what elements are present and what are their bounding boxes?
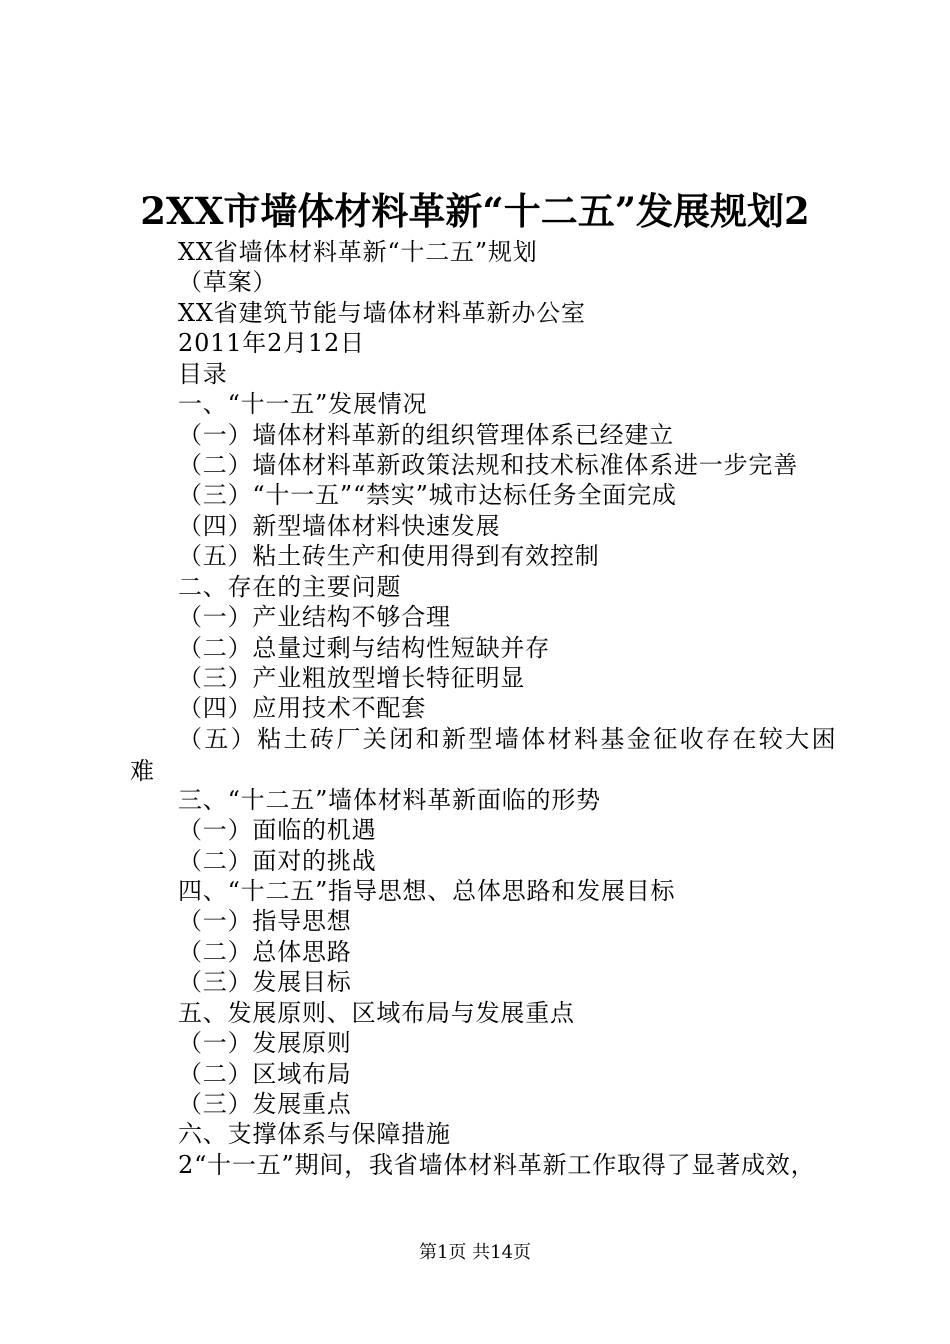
text-line: （草案） xyxy=(178,268,278,296)
toc-heading: 五、发展原则、区域布局与发展重点 xyxy=(178,999,575,1027)
text-line: XX省建筑节能与墙体材料革新办公室 xyxy=(178,299,586,327)
toc-heading: 二、存在的主要问题 xyxy=(178,573,402,601)
toc-item: （三）发展目标 xyxy=(178,968,352,996)
toc-item: （三）产业粗放型增长特征明显 xyxy=(178,664,526,692)
toc-item-continuation: 难 xyxy=(130,757,155,785)
page-footer: 第1页 共14页 xyxy=(418,1242,532,1263)
text-line: 目录 xyxy=(178,360,228,388)
body-paragraph: 2“十一五”期间，我省墙体材料革新工作取得了显著成效， xyxy=(178,1151,816,1179)
toc-item: （五）粘土砖厂关闭和新型墙体材料基金征收存在较大困 xyxy=(178,725,838,753)
toc-heading: 三、“十二五”墙体材料革新面临的形势 xyxy=(178,786,601,814)
toc-item: （一）墙体材料革新的组织管理体系已经建立 xyxy=(178,421,674,449)
toc-item: （二）区域布局 xyxy=(178,1060,352,1088)
toc-item: （二）总体思路 xyxy=(178,938,352,966)
toc-item: （四）新型墙体材料快速发展 xyxy=(178,512,501,540)
toc-item: （一）指导思想 xyxy=(178,907,352,935)
toc-item: （三）“十一五”“禁实”城市达标任务全面完成 xyxy=(178,481,677,509)
toc-item: （二）总量过剩与结构性短缺并存 xyxy=(178,634,550,662)
toc-item: （一）发展原则 xyxy=(178,1029,352,1057)
text-line: XX省墙体材料革新“十二五”规划 xyxy=(178,238,538,266)
toc-heading: 四、“十二五”指导思想、总体思路和发展目标 xyxy=(178,877,676,905)
toc-item: （二）墙体材料革新政策法规和技术标准体系进一步完善 xyxy=(178,451,798,479)
toc-heading: 一、“十一五”发展情况 xyxy=(178,390,428,418)
toc-item: （一）产业结构不够合理 xyxy=(178,603,451,631)
toc-item: （一）面临的机遇 xyxy=(178,816,377,844)
toc-heading: 六、支撑体系与保障措施 xyxy=(178,1120,451,1148)
toc-item: （五）粘土砖生产和使用得到有效控制 xyxy=(178,542,600,570)
toc-item: （三）发展重点 xyxy=(178,1090,352,1118)
document-title: 2XX市墙体材料革新“十二五”发展规划2 xyxy=(140,189,810,233)
toc-item: （二）面对的挑战 xyxy=(178,847,377,875)
text-line: 2011年2月12日 xyxy=(178,329,365,357)
toc-item: （四）应用技术不配套 xyxy=(178,694,426,722)
